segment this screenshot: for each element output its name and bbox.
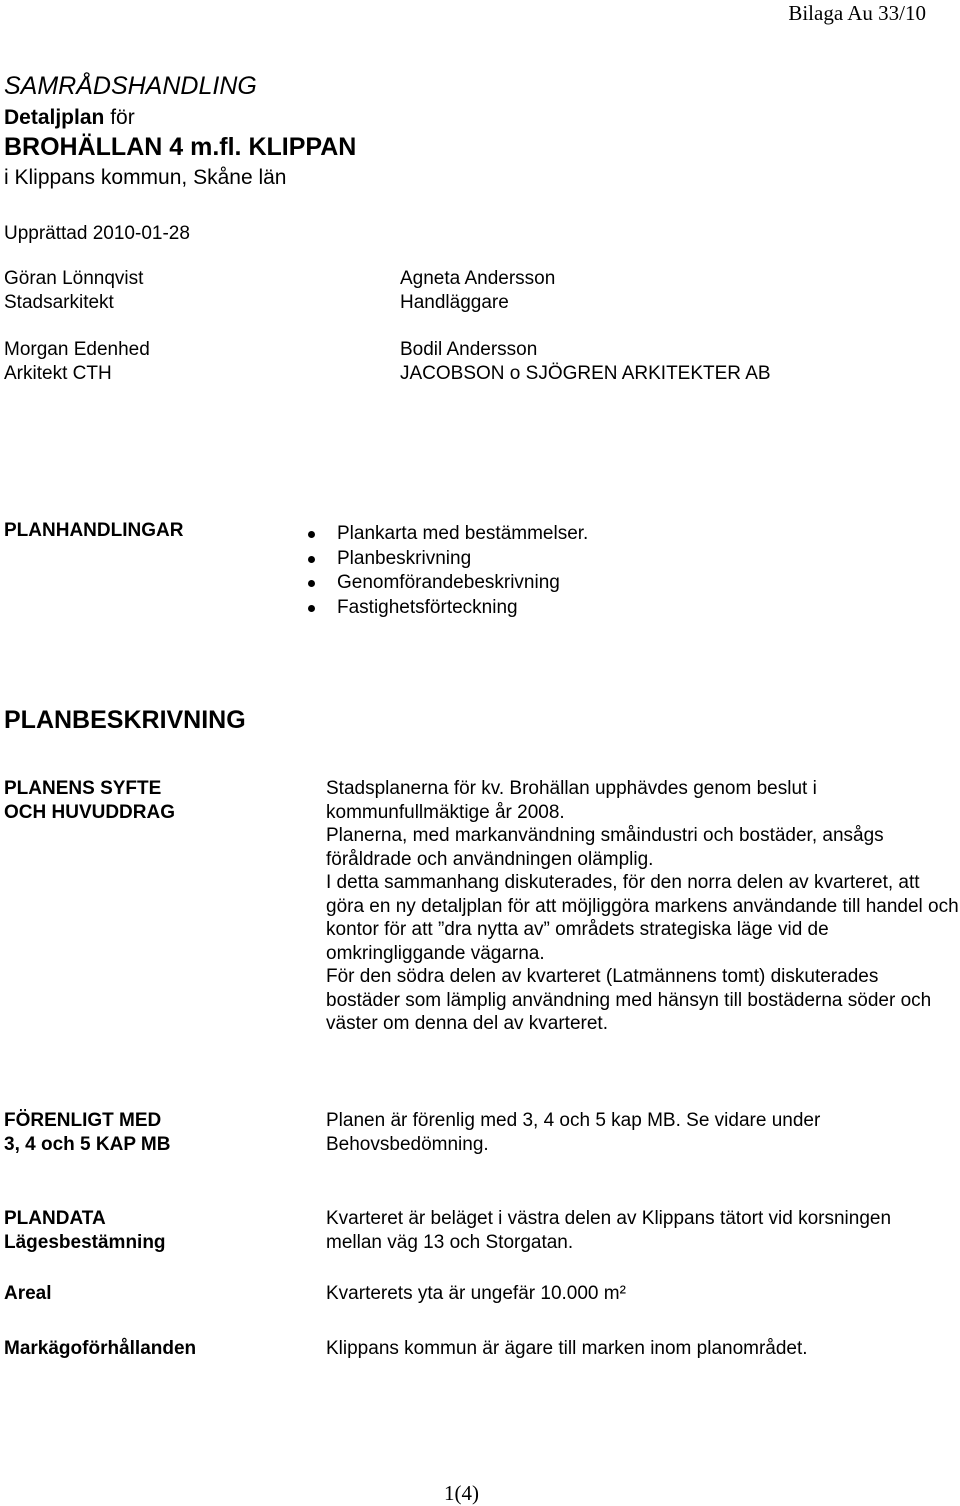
plan-type-line [4,105,135,131]
bullet-icon [308,531,315,538]
areal-text: Kvarterets yta är ungefär 10.000 m² [326,1283,626,1304]
bullet-icon [308,605,315,612]
forenligt-heading-line2: 3, 4 och 5 KAP MB [4,1134,171,1155]
plan-name-title: BROHÄLLAN 4 m.fl. KLIPPAN [4,133,357,161]
list-item [308,596,588,621]
person-role: Stadsarkitekt [4,292,114,313]
person-name: Göran Lönnqvist [4,268,144,289]
areal-heading: Areal [4,1283,52,1304]
syfte-heading-line1: PLANENS SYFTE [4,778,162,799]
prepared-date: Upprättad 2010-01-28 [4,223,190,244]
list-item [308,571,588,596]
forenligt-text: Planen är förenlig med 3, 4 och 5 kap MB. Se vidare under Behovsbedömning. [326,1110,821,1155]
list-item-label: Planbeskrivning [337,547,472,569]
plan-type-bold: Detaljplan [4,106,105,129]
municipality-line: i Klippans kommun, Skåne län [4,166,287,189]
mark-text: Klippans kommun är ägare till marken inom planområdet. [326,1338,808,1359]
list-item-label: Fastighetsförteckning [337,596,518,618]
paragraph: Stadsplanerna för kv. Brohällan upphävdes genom beslut i kommunfullmäktige år 2008. [326,778,817,823]
person-role: JACOBSON o SJÖGREN ARKITEKTER AB [400,363,771,384]
person-name: Agneta Andersson [400,268,556,289]
paragraph: För den södra delen av kvarteret (Latmännens tomt) diskuterades bostäder som lämplig användning med hänsyn till bostäderna söder och väster om denna del av kvarteret. [326,966,932,1034]
attachment-label: Bilaga Au 33/10 [788,1,926,25]
person-role: Arkitekt CTH [4,363,112,384]
planhandlingar-list [308,522,588,620]
bullet-icon [308,556,315,563]
paragraph: Planerna, med markanvändning småindustri och bostäder, ansågs föråldrade och användningen olämplig. [326,825,884,870]
page-number: 1(4) [444,1481,479,1505]
planbeskrivning-heading: PLANBESKRIVNING [4,706,246,734]
plandata-heading-line2: Lägesbestämning [4,1232,166,1253]
document-type-title: SAMRÅDSHANDLING [4,72,257,100]
plandata-text: Kvarteret är beläget i västra delen av Klippans tätort vid korsningen mellan väg 13 och Storgatan. [326,1208,892,1253]
plandata-heading-line1: PLANDATA [4,1208,106,1229]
syfte-text [326,777,960,1036]
person-name: Bodil Andersson [400,339,538,360]
bullet-icon [308,580,315,587]
plan-type-rest: för [104,106,135,129]
syfte-heading-line2: OCH HUVUDDRAG [4,802,175,823]
person-name: Morgan Edenhed [4,339,150,360]
mark-heading: Markägoförhållanden [4,1338,197,1359]
paragraph: I detta sammanhang diskuterades, för den norra delen av kvarteret, att göra en ny detaljplan för att möjliggöra markens användande till handel och kontor för att ”dra nytta av” områdets strategiska läge vid de omkringliggande vägarna. [326,872,959,964]
list-item [308,547,588,572]
list-item [308,522,588,547]
list-item-label: Plankarta med bestämmelser. [337,523,589,544]
person-role: Handläggare [400,292,509,313]
forenligt-heading-line1: FÖRENLIGT MED [4,1110,162,1131]
list-item-label: Genomförandebeskrivning [337,572,560,593]
planhandlingar-heading: PLANHANDLINGAR [4,520,184,541]
